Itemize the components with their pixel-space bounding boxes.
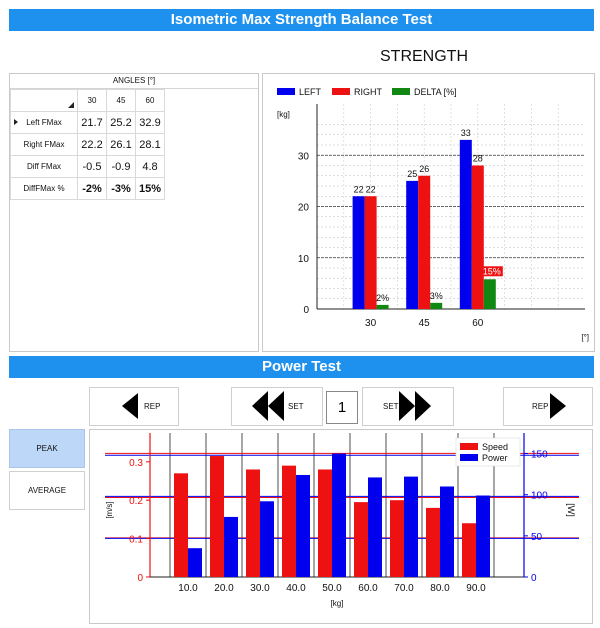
table-cell[interactable]: -3% <box>107 178 136 200</box>
legend-label: RIGHT <box>354 87 382 97</box>
power-bar <box>476 496 490 577</box>
set-label: SET <box>383 402 399 411</box>
x-tick-label: 70.0 <box>394 583 414 594</box>
row-header[interactable] <box>11 112 78 134</box>
bar <box>418 176 430 309</box>
power-bar <box>224 517 238 577</box>
speed-bar <box>390 500 404 577</box>
table-cell[interactable]: -2% <box>78 178 107 200</box>
triangle-left-icon <box>120 393 140 419</box>
bar <box>472 166 484 310</box>
row-header[interactable]: Diff FMax <box>11 156 78 178</box>
right-axis-label: [W] <box>566 503 576 517</box>
x-tick-label: 90.0 <box>466 583 486 594</box>
table-cell[interactable]: -0.5 <box>78 156 107 178</box>
right-tick-label: 50 <box>531 531 543 543</box>
table-row-left-fmax <box>11 112 165 134</box>
x-tick-label: 45 <box>418 318 430 329</box>
bar <box>406 181 418 309</box>
table-cell[interactable]: 22.2 <box>78 134 107 156</box>
power-test-banner: Power Test <box>9 356 594 378</box>
left-tick-label: 0.1 <box>129 534 143 546</box>
speed-bar <box>174 473 188 577</box>
power-bar <box>188 548 202 577</box>
x-tick-label: 40.0 <box>286 583 306 594</box>
speed-bar <box>462 523 476 577</box>
data-label: 15% <box>482 266 501 277</box>
column-header-60[interactable]: 60 <box>136 90 165 112</box>
table-cell[interactable]: 21.7 <box>78 112 107 134</box>
set-label: SET <box>288 402 304 411</box>
legend-label: LEFT <box>299 87 322 97</box>
table-cell[interactable]: 26.1 <box>107 134 136 156</box>
x-tick-label: 30 <box>365 318 377 329</box>
previous-set-button[interactable] <box>231 387 323 426</box>
x-tick-label: 10.0 <box>178 583 198 594</box>
data-label: 22 <box>353 184 364 195</box>
data-label: 33 <box>460 127 471 138</box>
table-row-diff-percent <box>11 178 165 200</box>
y-tick-label: 10 <box>297 253 309 265</box>
row-header[interactable]: Right FMax <box>11 134 78 156</box>
legend-swatch <box>460 443 478 450</box>
average-button[interactable]: AVERAGE <box>9 471 85 510</box>
speed-bar <box>210 456 224 577</box>
table-corner[interactable] <box>11 90 78 112</box>
legend-swatch <box>392 88 410 95</box>
bar <box>460 140 472 309</box>
x-tick-label: 60.0 <box>358 583 378 594</box>
table-row-right-fmax <box>11 134 165 156</box>
double-triangle-left-icon <box>252 391 286 421</box>
power-bar <box>332 454 346 577</box>
table-cell[interactable]: -0.9 <box>107 156 136 178</box>
triangle-right-icon <box>548 393 568 419</box>
power-chart-panel <box>89 429 593 624</box>
y-axis-label: [kg] <box>277 110 290 119</box>
data-label: 3% <box>429 290 443 301</box>
x-tick-label: 50.0 <box>322 583 342 594</box>
x-axis-unit: [°] <box>581 333 589 342</box>
table-cell[interactable]: 32.9 <box>136 112 165 134</box>
left-axis-label: [m/s] <box>105 501 114 519</box>
speed-bar <box>282 466 296 577</box>
rep-label: REP <box>144 402 161 411</box>
table-cell[interactable]: 15% <box>136 178 165 200</box>
angles-table-panel <box>9 73 259 352</box>
data-label: 26 <box>419 163 430 174</box>
table-row-diff-fmax <box>11 156 165 178</box>
data-label: 2% <box>376 292 390 303</box>
column-header-45[interactable]: 45 <box>107 90 136 112</box>
angles-header: ANGLES [°] <box>10 74 258 89</box>
speed-bar <box>354 502 368 577</box>
column-header-30[interactable]: 30 <box>78 90 107 112</box>
set-page-number[interactable]: 1 <box>326 391 358 424</box>
bar <box>365 196 377 309</box>
bar <box>430 303 442 309</box>
right-tick-label: 150 <box>531 449 548 461</box>
row-label: Left FMax <box>26 118 62 127</box>
strength-chart <box>263 74 594 351</box>
right-tick-label: 100 <box>531 490 548 502</box>
table-cell[interactable]: 28.1 <box>136 134 165 156</box>
x-tick-label: 80.0 <box>430 583 450 594</box>
bar <box>353 196 365 309</box>
x-tick-label: 20.0 <box>214 583 234 594</box>
left-tick-label: 0.2 <box>129 496 143 508</box>
power-bar <box>404 477 418 577</box>
legend-swatch <box>460 454 478 461</box>
y-tick-label: 30 <box>297 151 309 163</box>
power-chart <box>90 430 592 623</box>
left-tick-label: 0 <box>137 573 143 584</box>
current-row-pointer-icon <box>14 119 18 125</box>
previous-rep-button[interactable] <box>89 387 179 426</box>
speed-bar <box>246 469 260 577</box>
legend-label: Power <box>482 453 508 463</box>
row-header[interactable]: DiffFMax % <box>11 178 78 200</box>
y-tick-label: 20 <box>297 202 309 214</box>
y-tick-label: 0 <box>303 305 309 316</box>
left-tick-label: 0.3 <box>129 457 143 469</box>
next-set-button[interactable] <box>362 387 454 426</box>
power-bar <box>296 475 310 577</box>
next-rep-button[interactable] <box>503 387 593 426</box>
legend-swatch <box>277 88 295 95</box>
sort-triangle-icon <box>68 102 74 108</box>
double-triangle-right-icon <box>399 391 433 421</box>
right-tick-label: 0 <box>531 573 537 584</box>
table-cell[interactable]: 4.8 <box>136 156 165 178</box>
peak-button[interactable]: PEAK <box>9 429 85 468</box>
rep-label: REP <box>532 402 549 411</box>
speed-bar <box>426 508 440 577</box>
data-label: 28 <box>472 153 483 164</box>
power-bar <box>440 486 454 577</box>
data-label: 22 <box>365 184 376 195</box>
table-cell[interactable]: 25.2 <box>107 112 136 134</box>
strength-test-banner: Isometric Max Strength Balance Test <box>9 9 594 31</box>
bar <box>377 305 389 309</box>
legend-swatch <box>332 88 350 95</box>
power-bar <box>368 477 382 577</box>
x-tick-label: 60 <box>472 318 484 329</box>
power-bar <box>260 501 274 577</box>
legend-label: DELTA [%] <box>414 87 457 97</box>
bar <box>484 279 496 309</box>
strength-chart-panel <box>262 73 595 352</box>
x-axis-label: [kg] <box>330 599 344 608</box>
angles-table <box>10 89 165 200</box>
data-label: 25 <box>407 168 418 179</box>
strength-chart-title: STRENGTH <box>380 48 468 65</box>
x-tick-label: 30.0 <box>250 583 270 594</box>
speed-bar <box>318 469 332 577</box>
legend-label: Speed <box>482 442 509 452</box>
